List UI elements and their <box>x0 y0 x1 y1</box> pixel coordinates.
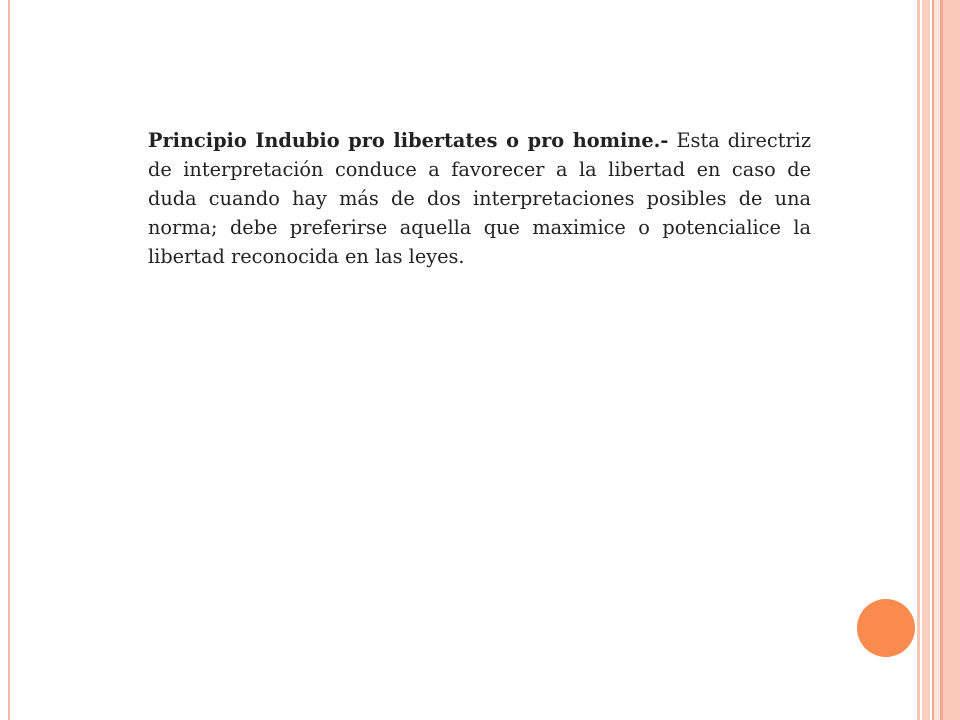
decorative-circle <box>857 599 915 657</box>
paragraph-heading: Principio Indubio pro libertates o pro homine.- <box>148 129 669 152</box>
left-border-line <box>8 0 10 720</box>
decorative-stripe <box>922 0 930 720</box>
decorative-stripe <box>943 0 960 720</box>
slide-paragraph <box>148 126 811 271</box>
paragraph-body: Esta directriz de interpretación conduce a favorecer a la libertad en caso de duda cuando hay más de dos interpretaciones posibles de una norma; debe preferirse aquella que maximice o potencialice la libertad reconocida en las leyes. <box>148 129 811 268</box>
